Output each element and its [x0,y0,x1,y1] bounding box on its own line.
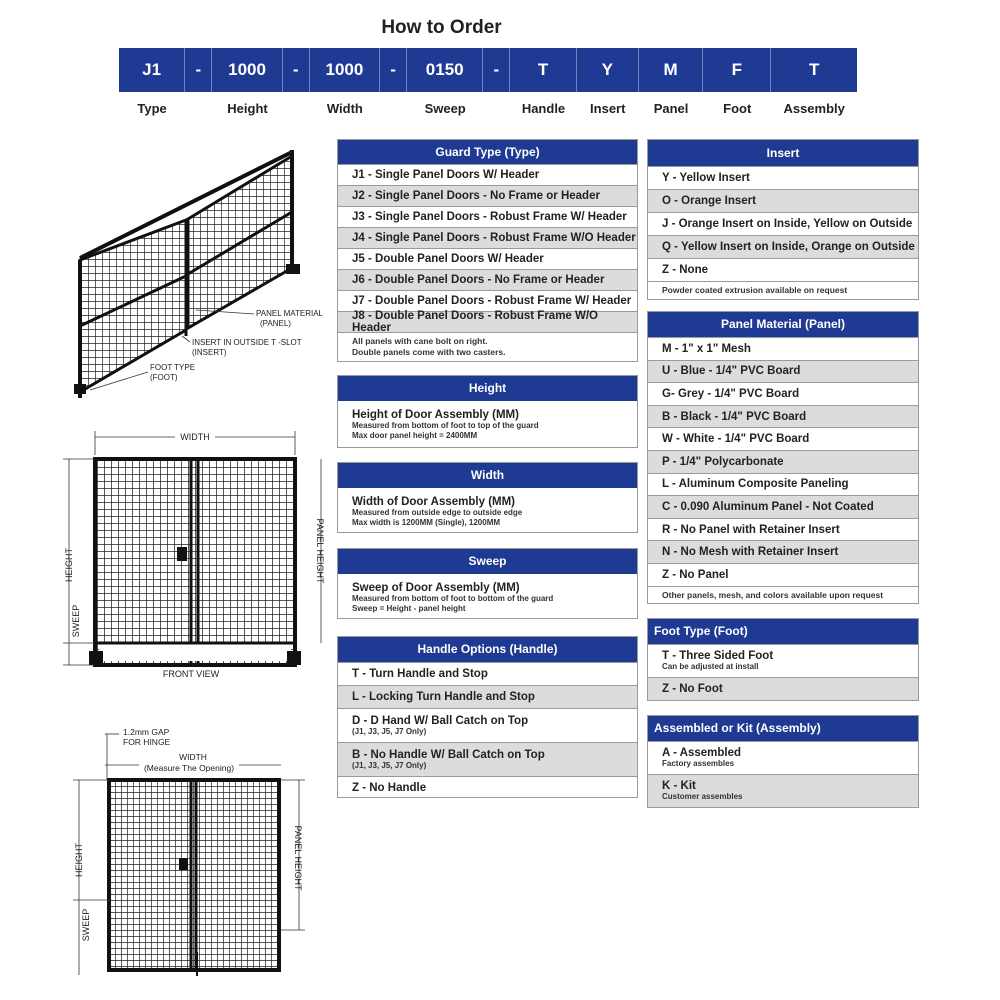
height-title: Height of Door Assembly (MM) [352,409,519,421]
panel-row: M - 1" x 1" Mesh [648,337,918,360]
insert-table [647,139,919,300]
opening-sweep-label: SWEEP [81,908,91,942]
insert-row: O - Orange Insert [648,189,918,212]
height-desc: Measured from bottom of foot to top of the guard [352,421,539,430]
panel-row: P - 1/4" Polycarbonate [648,450,918,473]
insert-row: Y - Yellow Insert [648,166,918,189]
width-dim-label: WIDTH [180,432,210,442]
guard-type-row: J6 - Double Panel Doors - No Frame or Header [338,269,637,290]
width-title: Width of Door Assembly (MM) [352,496,516,508]
code-insert: Y [577,48,639,92]
panel-table [647,311,919,604]
gap-label-2: FOR HINGE [123,737,171,747]
order-code-bar [119,48,857,92]
panel-row: C - 0.090 Aluminum Panel - Not Coated [648,495,918,518]
guard-type-row: J4 - Single Panel Doors - Robust Frame W/O Header [338,227,637,248]
panel-header: Panel Material (Panel) [648,312,918,337]
door-frame [95,459,295,665]
label-foot: Foot [723,101,752,116]
foot-type-code: (FOOT) [150,373,178,382]
insert-code: (INSERT) [192,348,227,357]
code-width: 1000 [310,48,380,92]
foot-row: Z - No Foot [648,677,918,700]
assembly-row: K - Kit Customer assembles [648,774,918,807]
assembly-header: Assembled or Kit (Assembly) [648,716,918,741]
order-code-labels [119,101,857,116]
code-separator: - [380,48,407,92]
code-foot: F [703,48,771,92]
handle-header: Handle Options (Handle) [338,637,637,662]
label-sweep: Sweep [424,101,466,116]
code-type: J1 [119,48,185,92]
panel-note: Other panels, mesh, and colors available upon request [648,586,918,606]
width-header: Width [338,463,637,488]
panel-material-code: (PANEL) [260,319,291,328]
panel-row: U - Blue - 1/4" PVC Board [648,360,918,383]
label-insert: Insert [590,101,626,116]
panel-row: R - No Panel with Retainer Insert [648,518,918,541]
panel-row: B - Black - 1/4" PVC Board [648,405,918,428]
insert-row: Q - Yellow Insert on Inside, Orange on Outside [648,235,918,258]
handle-table [337,636,638,798]
insert-row: J - Orange Insert on Inside, Yellow on Outside [648,212,918,235]
foot-row: T - Three Sided Foot Can be adjusted at install [648,644,918,677]
panel-row: N - No Mesh with Retainer Insert [648,540,918,563]
opening-handle-icon [179,858,188,870]
label-width: Width [326,101,363,116]
label-panel: Panel [653,101,689,116]
guard-type-row: J7 - Double Panel Doors - Robust Frame W/ Header [338,290,637,311]
code-height: 1000 [212,48,282,92]
code-separator: - [185,48,212,92]
label-height: Height [227,101,268,116]
width-table [337,462,638,533]
panel-row: W - White - 1/4" PVC Board [648,427,918,450]
guard-type-note: All panels with cane bolt on right. Double panels come with two casters. [338,332,637,361]
handle-row: Z - No Handle [338,776,637,798]
isometric-door-diagram [60,140,330,410]
sweep-dim-label: SWEEP [71,604,81,638]
panel-height-dim-label: PANEL HEIGHT [315,518,325,584]
panel-row: G- Grey - 1/4" PVC Board [648,382,918,405]
handle-row: D - D Hand W/ Ball Catch on Top (J1, J3, J5, J7 Only) [338,708,637,742]
insert-label: INSERT IN OUTSIDE T -SLOT [192,338,302,347]
page-title: How to Order [381,17,502,38]
height-table [337,375,638,448]
width-max: Max width is 1200MM (Single), 1200MM [352,518,501,527]
guard-type-header: Guard Type (Type) [338,140,637,164]
sweep-desc: Measured from bottom of foot to bottom of the guard [352,594,554,603]
insert-row: Z - None [648,258,918,281]
label-assembly: Assembly [783,101,845,116]
opening-height-label: HEIGHT [74,842,84,878]
gap-label: 1.2mm GAP [123,727,170,737]
front-view-label: FRONT VIEW [162,669,220,679]
guard-type-row: J2 - Single Panel Doors - No Frame or Header [338,185,637,206]
sweep-formula: Sweep = Height - panel height [352,604,466,613]
foot-table [647,618,919,701]
foot-header: Foot Type (Foot) [648,619,918,644]
code-separator: - [483,48,510,92]
guard-type-row: J3 - Single Panel Doors - Robust Frame W/ Header [338,206,637,227]
opening-door-frame [109,780,279,970]
opening-measure-label: (Measure The Opening) [143,763,235,773]
label-handle: Handle [521,101,566,116]
guard-type-row: J5 - Double Panel Doors W/ Header [338,248,637,269]
foot-type-label: FOOT TYPE [150,363,196,372]
height-header: Height [338,376,637,401]
sweep-title: Sweep of Door Assembly (MM) [352,582,520,594]
sweep-header: Sweep [338,549,637,574]
handle-icon [177,547,187,561]
handle-row: T - Turn Handle and Stop [338,662,637,685]
guard-type-table [337,139,638,362]
assembly-table [647,715,919,808]
opening-measure-diagram [55,720,330,980]
panel-row: Z - No Panel [648,563,918,586]
guard-type-row: J8 - Double Panel Doors - Robust Frame W/O Header [338,311,637,332]
height-max: Max door panel height = 2400MM [352,431,478,440]
panel-row: L - Aluminum Composite Paneling [648,473,918,496]
code-handle: T [510,48,576,92]
panel-material-label: PANEL MATERIAL [256,309,323,318]
label-type: Type [137,101,167,116]
width-desc: Measured from outside edge to outside edge [352,508,523,517]
code-sweep: 0150 [407,48,483,92]
opening-panel-height-label: PANEL HEIGHT [293,825,303,891]
code-panel: M [639,48,703,92]
insert-note: Powder coated extrusion available on request [648,281,918,301]
front-view-diagram [55,425,330,685]
opening-width-label: WIDTH [179,752,207,762]
height-dim-label: HEIGHT [64,547,74,583]
insert-header: Insert [648,140,918,166]
guard-type-row: J1 - Single Panel Doors W/ Header [338,164,637,185]
handle-row: L - Locking Turn Handle and Stop [338,685,637,708]
assembly-row: A - Assembled Factory assembles [648,741,918,774]
code-assembly: T [809,60,820,79]
sweep-table [337,548,638,619]
handle-row: B - No Handle W/ Ball Catch on Top (J1, J3, J5, J7 Only) [338,742,637,776]
code-separator: - [283,48,310,92]
